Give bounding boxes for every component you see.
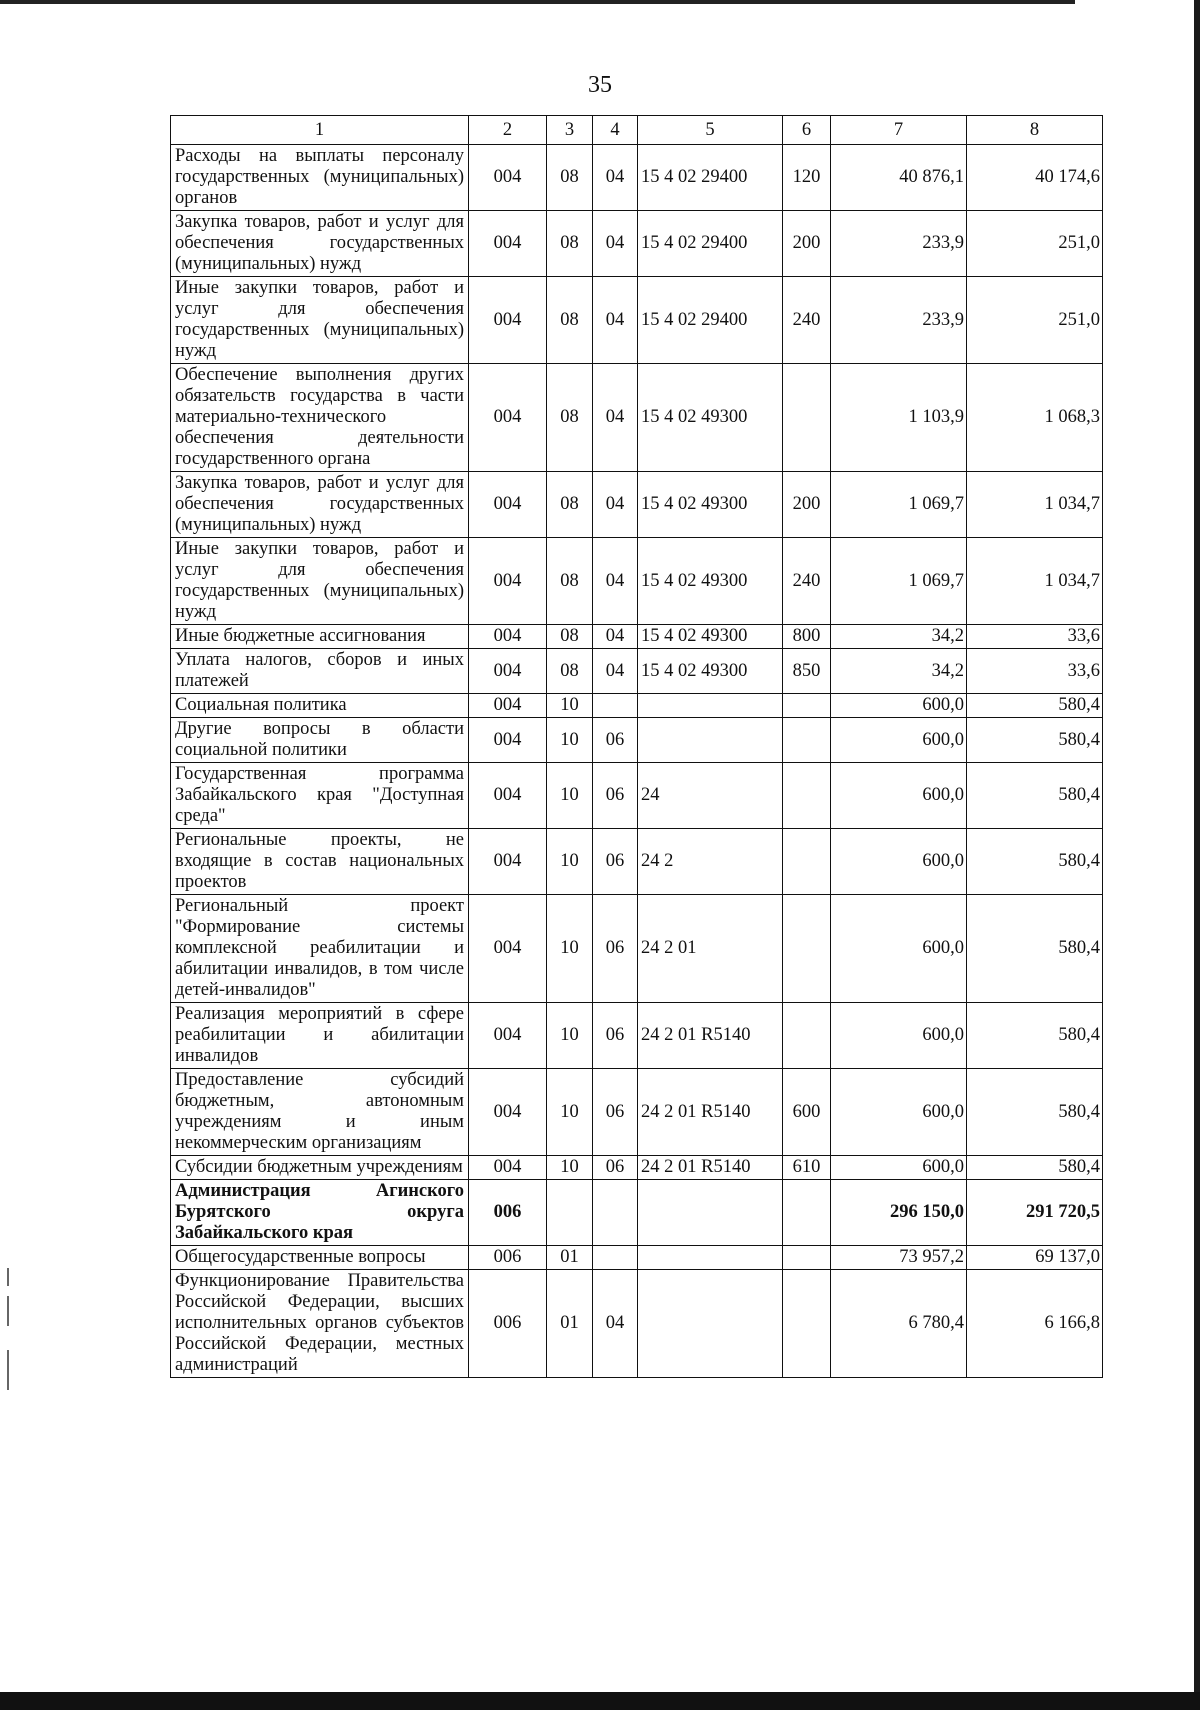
amount-year1-cell: 73 957,2 — [831, 1246, 967, 1270]
subsection-code-cell: 06 — [593, 1069, 638, 1156]
admin-code-cell: 004 — [469, 718, 547, 763]
target-article-cell: 15 4 02 49300 — [638, 472, 783, 538]
amount-year1-cell: 600,0 — [831, 1069, 967, 1156]
target-article-cell: 15 4 02 49300 — [638, 364, 783, 472]
section-code-cell: 10 — [547, 1156, 593, 1180]
expense-type-cell: 610 — [783, 1156, 831, 1180]
target-article-cell: 15 4 02 29400 — [638, 145, 783, 211]
subsection-code-cell: 04 — [593, 145, 638, 211]
amount-year2-cell: 580,4 — [967, 895, 1103, 1003]
section-code-cell: 08 — [547, 364, 593, 472]
amount-year2-cell: 291 720,5 — [967, 1180, 1103, 1246]
target-article-cell: 15 4 02 29400 — [638, 277, 783, 364]
amount-year2-cell: 69 137,0 — [967, 1246, 1103, 1270]
section-code-cell: 10 — [547, 718, 593, 763]
table-row — [171, 1270, 1103, 1378]
target-article-cell: 24 — [638, 763, 783, 829]
expense-type-cell — [783, 1270, 831, 1378]
amount-year1-cell: 1 103,9 — [831, 364, 967, 472]
section-code-cell: 10 — [547, 763, 593, 829]
subsection-code-cell — [593, 694, 638, 718]
section-code-cell: 08 — [547, 277, 593, 364]
target-article-cell: 15 4 02 49300 — [638, 625, 783, 649]
amount-year1-cell: 600,0 — [831, 1003, 967, 1069]
expense-type-cell: 120 — [783, 145, 831, 211]
expense-type-cell — [783, 364, 831, 472]
amount-year2-cell: 33,6 — [967, 649, 1103, 694]
table-row — [171, 694, 1103, 718]
expense-type-cell — [783, 895, 831, 1003]
admin-code-cell: 004 — [469, 1069, 547, 1156]
amount-year1-cell: 233,9 — [831, 211, 967, 277]
expense-type-cell: 240 — [783, 277, 831, 364]
row-description: Реализация мероприятий в сфере реабилитации и абилитации инвалидов — [171, 1003, 469, 1069]
section-code-cell: 08 — [547, 211, 593, 277]
amount-year1-cell: 600,0 — [831, 829, 967, 895]
section-code-cell: 08 — [547, 625, 593, 649]
target-article-cell — [638, 694, 783, 718]
target-article-cell: 24 2 — [638, 829, 783, 895]
budget-table — [170, 115, 1103, 1378]
target-article-cell — [638, 718, 783, 763]
admin-code-cell: 004 — [469, 895, 547, 1003]
subsection-code-cell — [593, 1180, 638, 1246]
amount-year1-cell: 600,0 — [831, 895, 967, 1003]
amount-year2-cell: 251,0 — [967, 211, 1103, 277]
amount-year2-cell: 580,4 — [967, 1069, 1103, 1156]
admin-code-cell: 004 — [469, 145, 547, 211]
section-code-cell: 08 — [547, 649, 593, 694]
amount-year1-cell: 233,9 — [831, 277, 967, 364]
admin-code-cell: 006 — [469, 1270, 547, 1378]
subsection-code-cell: 06 — [593, 763, 638, 829]
admin-code-cell: 004 — [469, 649, 547, 694]
table-row — [171, 211, 1103, 277]
scan-right-edge — [1194, 0, 1200, 1710]
admin-code-cell: 004 — [469, 1003, 547, 1069]
subsection-code-cell: 04 — [593, 472, 638, 538]
row-description: Региональный проект "Формирование системы комплексной реабилитации и абилитации инвалидов, в том числе детей-инвалидов" — [171, 895, 469, 1003]
target-article-cell: 15 4 02 29400 — [638, 211, 783, 277]
expense-type-cell: 200 — [783, 211, 831, 277]
expense-type-cell: 850 — [783, 649, 831, 694]
scan-margin-mark — [7, 1268, 9, 1286]
expense-type-cell: 600 — [783, 1069, 831, 1156]
section-code-cell: 10 — [547, 1069, 593, 1156]
amount-year2-cell: 33,6 — [967, 625, 1103, 649]
amount-year2-cell: 580,4 — [967, 694, 1103, 718]
amount-year1-cell: 1 069,7 — [831, 472, 967, 538]
table-row — [171, 1180, 1103, 1246]
row-description: Социальная политика — [171, 694, 469, 718]
row-description: Региональные проекты, не входящие в состав национальных проектов — [171, 829, 469, 895]
table-row — [171, 829, 1103, 895]
amount-year1-cell: 600,0 — [831, 694, 967, 718]
table-row — [171, 1069, 1103, 1156]
table-row — [171, 1246, 1103, 1270]
amount-year1-cell: 600,0 — [831, 718, 967, 763]
target-article-cell — [638, 1270, 783, 1378]
row-description: Государственная программа Забайкальского края "Доступная среда" — [171, 763, 469, 829]
amount-year2-cell: 580,4 — [967, 718, 1103, 763]
row-description: Обеспечение выполнения других обязательств государства в части материально-технического обеспечения деятельности государственного органа — [171, 364, 469, 472]
table-row — [171, 1156, 1103, 1180]
amount-year2-cell: 580,4 — [967, 763, 1103, 829]
scan-margin-mark — [7, 1350, 9, 1390]
row-description: Субсидии бюджетным учреждениям — [171, 1156, 469, 1180]
row-description: Расходы на выплаты персоналу государственных (муниципальных) органов — [171, 145, 469, 211]
column-header: 1 — [171, 116, 469, 145]
target-article-cell: 24 2 01 R5140 — [638, 1003, 783, 1069]
column-header: 3 — [547, 116, 593, 145]
target-article-cell — [638, 1246, 783, 1270]
amount-year1-cell: 40 876,1 — [831, 145, 967, 211]
table-row — [171, 649, 1103, 694]
expense-type-cell — [783, 1180, 831, 1246]
section-code-cell: 10 — [547, 895, 593, 1003]
column-header: 4 — [593, 116, 638, 145]
amount-year2-cell: 251,0 — [967, 277, 1103, 364]
amount-year1-cell: 6 780,4 — [831, 1270, 967, 1378]
admin-code-cell: 004 — [469, 277, 547, 364]
admin-code-cell: 004 — [469, 364, 547, 472]
expense-type-cell: 800 — [783, 625, 831, 649]
subsection-code-cell: 04 — [593, 1270, 638, 1378]
target-article-cell: 24 2 01 R5140 — [638, 1069, 783, 1156]
admin-code-cell: 004 — [469, 538, 547, 625]
admin-code-cell: 006 — [469, 1246, 547, 1270]
column-header: 5 — [638, 116, 783, 145]
amount-year2-cell: 580,4 — [967, 829, 1103, 895]
expense-type-cell — [783, 763, 831, 829]
section-code-cell: 08 — [547, 472, 593, 538]
amount-year1-cell: 296 150,0 — [831, 1180, 967, 1246]
table-row — [171, 625, 1103, 649]
expense-type-cell — [783, 694, 831, 718]
row-description: Функционирование Правительства Российской Федерации, высших исполнительных органов субъектов Российской Федерации, местных администраций — [171, 1270, 469, 1378]
row-description: Иные закупки товаров, работ и услуг для обеспечения государственных (муниципальных) нужд — [171, 538, 469, 625]
table-row — [171, 895, 1103, 1003]
subsection-code-cell: 04 — [593, 211, 638, 277]
amount-year2-cell: 580,4 — [967, 1156, 1103, 1180]
amount-year2-cell: 1 068,3 — [967, 364, 1103, 472]
admin-code-cell: 004 — [469, 763, 547, 829]
amount-year1-cell: 34,2 — [831, 649, 967, 694]
subsection-code-cell: 06 — [593, 718, 638, 763]
table-row — [171, 763, 1103, 829]
table-row — [171, 718, 1103, 763]
row-description: Общегосударственные вопросы — [171, 1246, 469, 1270]
admin-code-cell: 004 — [469, 472, 547, 538]
expense-type-cell: 200 — [783, 472, 831, 538]
row-description: Иные бюджетные ассигнования — [171, 625, 469, 649]
section-code-cell: 10 — [547, 829, 593, 895]
table-row — [171, 277, 1103, 364]
admin-code-cell: 004 — [469, 1156, 547, 1180]
subsection-code-cell: 04 — [593, 649, 638, 694]
subsection-code-cell: 04 — [593, 364, 638, 472]
expense-type-cell: 240 — [783, 538, 831, 625]
table-row — [171, 145, 1103, 211]
row-description: Закупка товаров, работ и услуг для обеспечения государственных (муниципальных) нужд — [171, 472, 469, 538]
subsection-code-cell: 06 — [593, 1003, 638, 1069]
table-row — [171, 538, 1103, 625]
page-number: 35 — [588, 72, 612, 98]
row-description: Закупка товаров, работ и услуг для обеспечения государственных (муниципальных) нужд — [171, 211, 469, 277]
subsection-code-cell: 06 — [593, 1156, 638, 1180]
section-code-cell: 08 — [547, 145, 593, 211]
scan-bottom-edge — [0, 1692, 1200, 1710]
subsection-code-cell: 04 — [593, 277, 638, 364]
column-header: 2 — [469, 116, 547, 145]
table-row — [171, 1003, 1103, 1069]
subsection-code-cell — [593, 1246, 638, 1270]
target-article-cell: 24 2 01 — [638, 895, 783, 1003]
admin-code-cell: 004 — [469, 829, 547, 895]
section-code-cell: 08 — [547, 538, 593, 625]
subsection-code-cell: 04 — [593, 538, 638, 625]
table-row — [171, 472, 1103, 538]
column-header: 6 — [783, 116, 831, 145]
expense-type-cell — [783, 718, 831, 763]
subsection-code-cell: 04 — [593, 625, 638, 649]
amount-year1-cell: 1 069,7 — [831, 538, 967, 625]
admin-code-cell: 004 — [469, 694, 547, 718]
column-header: 7 — [831, 116, 967, 145]
admin-code-cell: 004 — [469, 211, 547, 277]
row-description: Иные закупки товаров, работ и услуг для обеспечения государственных (муниципальных) нужд — [171, 277, 469, 364]
amount-year1-cell: 600,0 — [831, 763, 967, 829]
amount-year2-cell: 1 034,7 — [967, 538, 1103, 625]
subsection-code-cell: 06 — [593, 829, 638, 895]
row-description: Предоставление субсидий бюджетным, автономным учреждениям и иным некоммерческим организациям — [171, 1069, 469, 1156]
admin-code-cell: 006 — [469, 1180, 547, 1246]
table-header-row — [171, 116, 1103, 145]
section-code-cell: 01 — [547, 1270, 593, 1378]
target-article-cell — [638, 1180, 783, 1246]
amount-year2-cell: 580,4 — [967, 1003, 1103, 1069]
admin-code-cell: 004 — [469, 625, 547, 649]
section-code-cell: 10 — [547, 1003, 593, 1069]
amount-year1-cell: 600,0 — [831, 1156, 967, 1180]
row-description: Другие вопросы в области социальной политики — [171, 718, 469, 763]
table-row — [171, 364, 1103, 472]
section-code-cell: 01 — [547, 1246, 593, 1270]
amount-year1-cell: 34,2 — [831, 625, 967, 649]
expense-type-cell — [783, 1246, 831, 1270]
row-description: Администрация Агинского Бурятского округа Забайкальского края — [171, 1180, 469, 1246]
expense-type-cell — [783, 1003, 831, 1069]
target-article-cell: 15 4 02 49300 — [638, 649, 783, 694]
section-code-cell — [547, 1180, 593, 1246]
section-code-cell: 10 — [547, 694, 593, 718]
scan-margin-mark — [7, 1296, 9, 1326]
target-article-cell: 24 2 01 R5140 — [638, 1156, 783, 1180]
amount-year2-cell: 1 034,7 — [967, 472, 1103, 538]
amount-year2-cell: 6 166,8 — [967, 1270, 1103, 1378]
expense-type-cell — [783, 829, 831, 895]
row-description: Уплата налогов, сборов и иных платежей — [171, 649, 469, 694]
amount-year2-cell: 40 174,6 — [967, 145, 1103, 211]
subsection-code-cell: 06 — [593, 895, 638, 1003]
scan-top-edge — [0, 0, 1075, 4]
target-article-cell: 15 4 02 49300 — [638, 538, 783, 625]
column-header: 8 — [967, 116, 1103, 145]
